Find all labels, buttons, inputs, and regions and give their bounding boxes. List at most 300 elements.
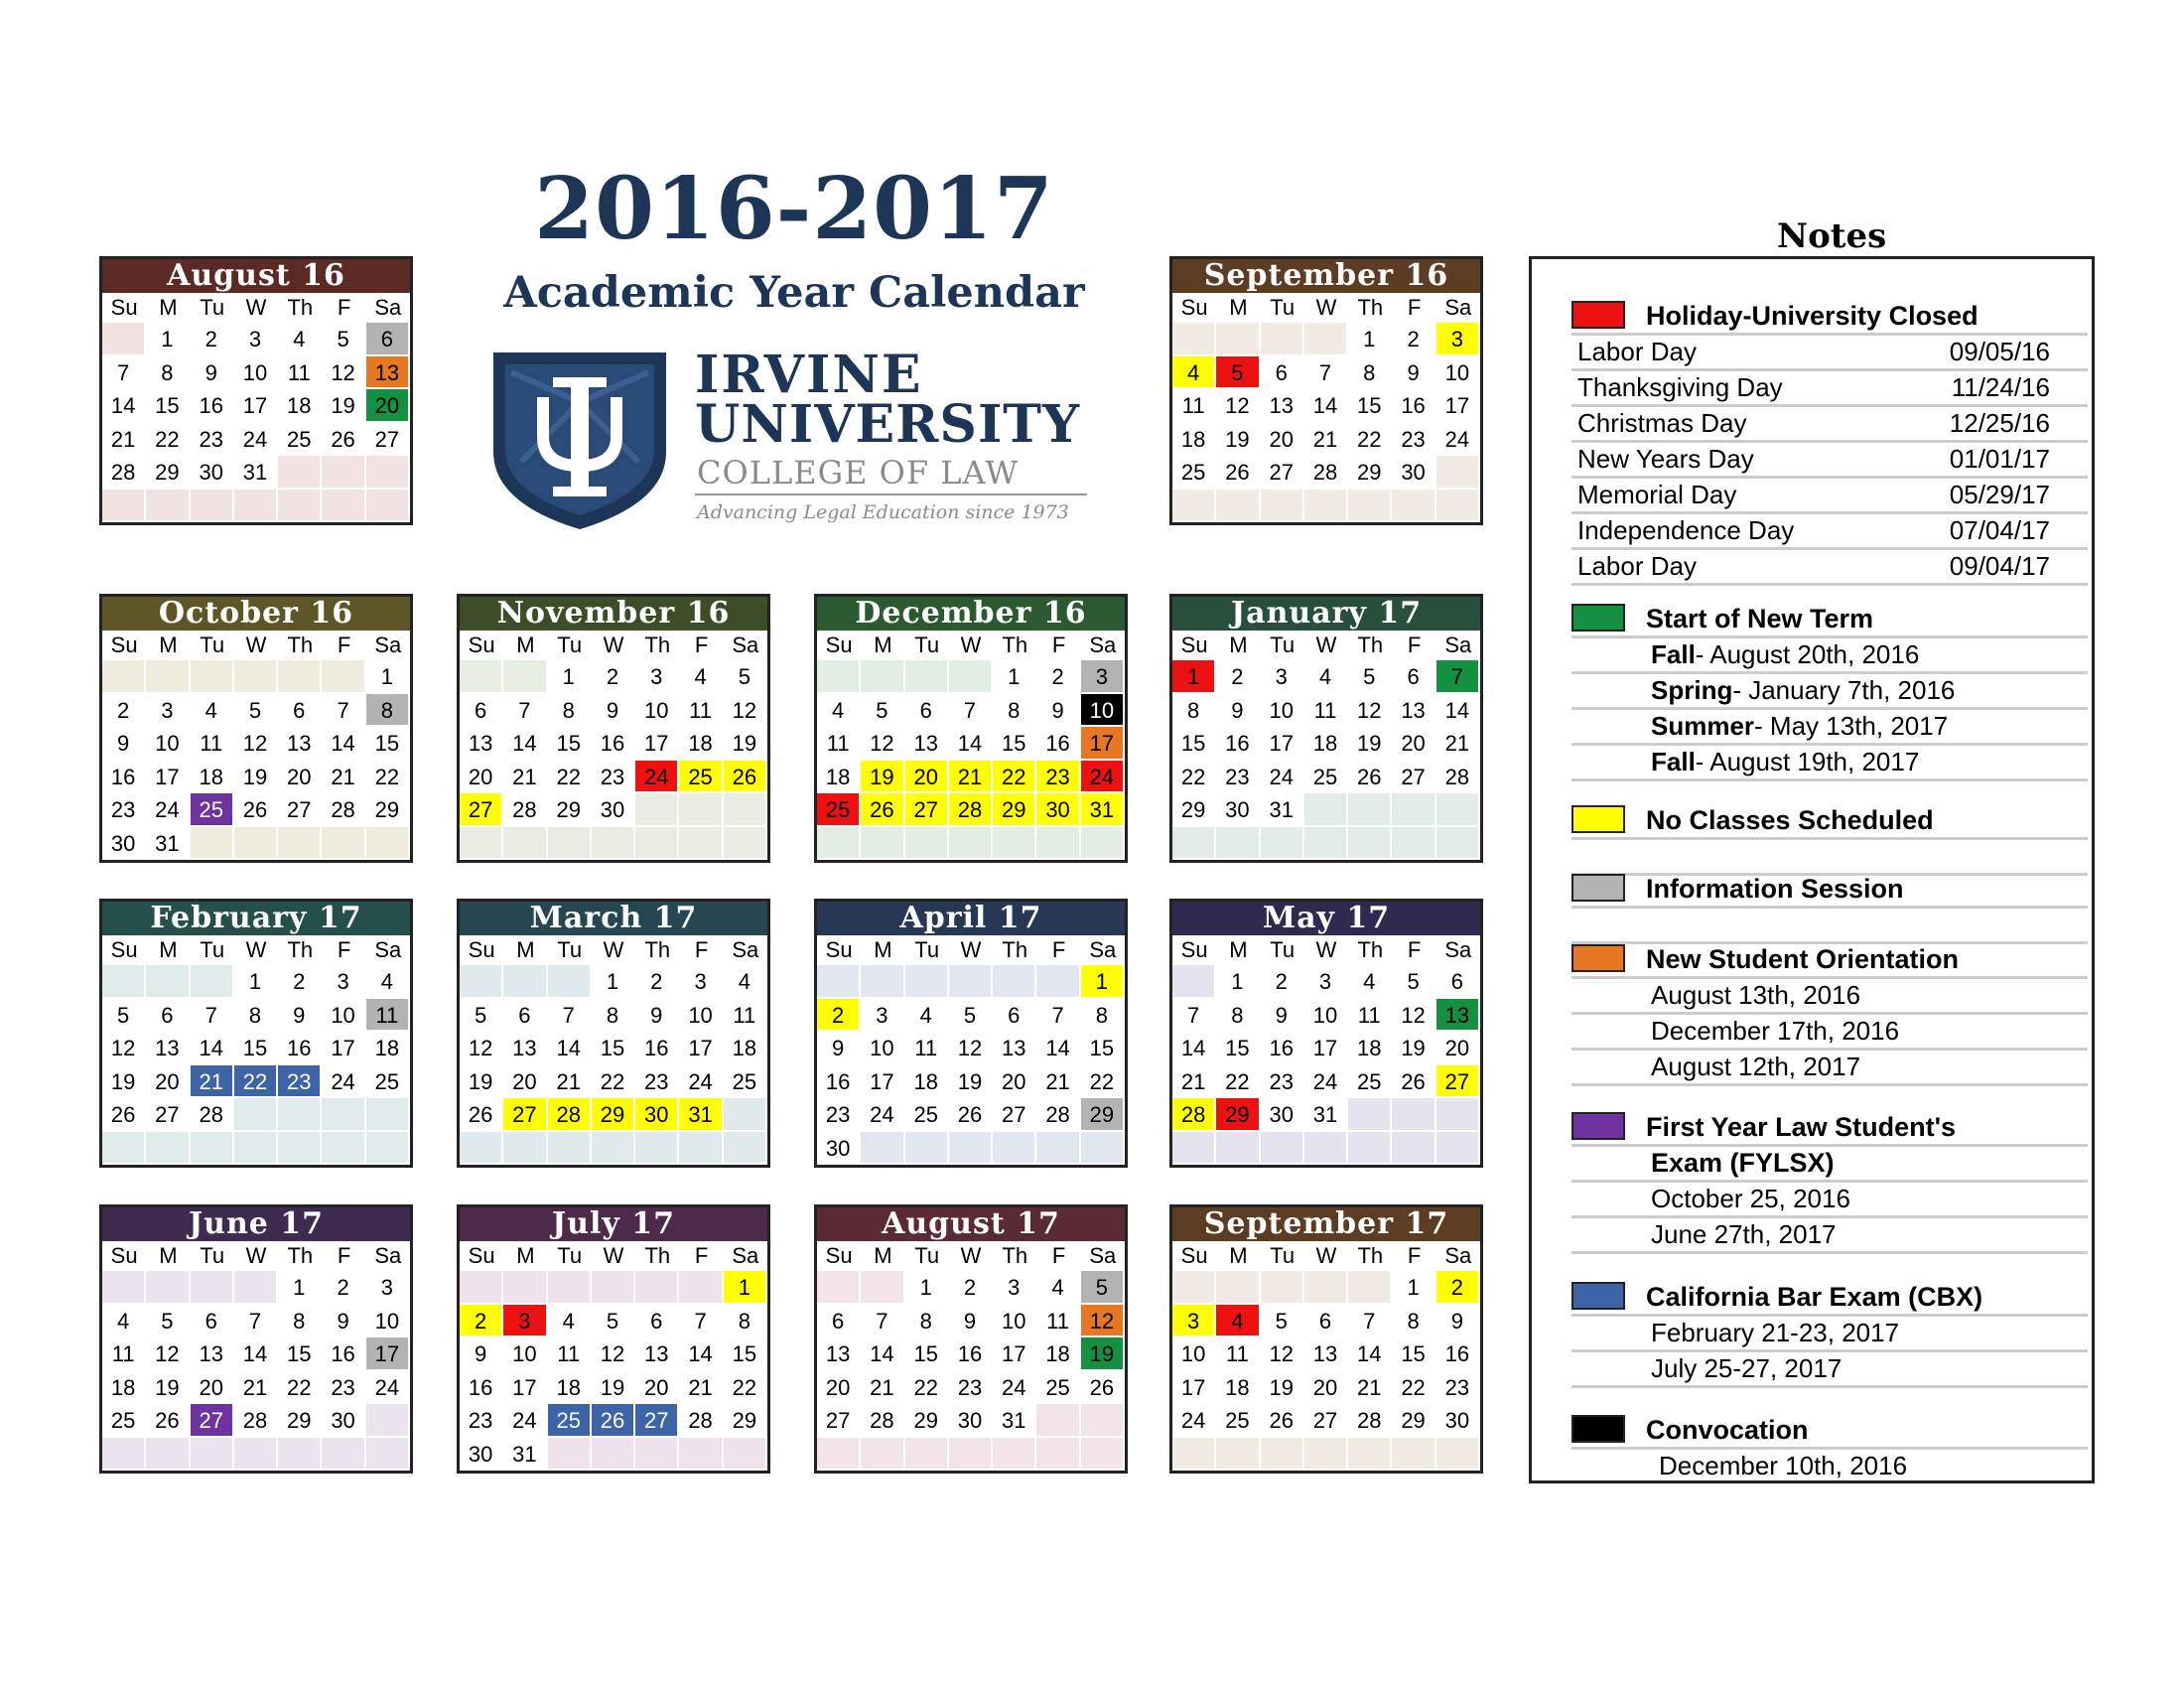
empty-cell	[1081, 1132, 1125, 1166]
day-cell: 9	[1216, 694, 1260, 728]
day-cell: 10	[366, 1305, 410, 1338]
empty-cell	[366, 827, 410, 861]
day-cell: 19	[234, 761, 278, 794]
day-cell: 18	[1172, 423, 1216, 457]
day-cell: 2	[592, 660, 635, 694]
day-cell: 16	[817, 1065, 861, 1099]
day-cell: 2	[949, 1271, 993, 1305]
weekday-label: Su	[468, 937, 495, 962]
empty-cell	[234, 490, 278, 523]
empty-cell	[322, 827, 365, 861]
day-cell: 21	[322, 761, 365, 794]
empty-cell	[1261, 1271, 1304, 1305]
day-cell: 17	[1172, 1371, 1216, 1405]
day-cell: 4	[1172, 356, 1216, 390]
day-grid	[1172, 965, 1480, 1165]
day-cell: 3	[861, 999, 904, 1033]
day-cell: 3	[635, 660, 679, 694]
empty-cell	[1392, 490, 1435, 523]
day-cell: 9	[817, 1032, 861, 1065]
month-calendar	[814, 1204, 1128, 1474]
day-cell: 15	[592, 1032, 635, 1065]
day-cell: 20	[817, 1371, 861, 1405]
empty-cell	[146, 1438, 190, 1472]
day-cell: 30	[635, 1098, 679, 1132]
weekday-label: Su	[468, 1243, 495, 1268]
day-cell: 23	[949, 1371, 993, 1405]
weekday-label: Th	[1002, 633, 1028, 657]
day-cell: 15	[278, 1337, 322, 1371]
day-cell: 24	[1261, 761, 1304, 794]
day-cell: 2	[1436, 1271, 1480, 1305]
empty-cell	[1436, 827, 1480, 861]
day-cell: 28	[1348, 1404, 1392, 1438]
day-cell: 27	[993, 1098, 1036, 1132]
holiday-row: Labor Day 09/04/17	[1571, 550, 2088, 586]
day-cell: 21	[1172, 1065, 1216, 1099]
day-cell: 4	[191, 694, 234, 728]
empty-cell	[635, 1271, 679, 1305]
day-cell: 12	[861, 727, 904, 761]
day-cell: 29	[993, 793, 1036, 827]
day-cell: 4	[724, 965, 767, 999]
day-cell: 9	[1436, 1305, 1480, 1338]
empty-cell	[366, 1438, 410, 1472]
empty-cell	[322, 1098, 365, 1132]
page-title: 2016-2017	[534, 159, 1054, 259]
day-cell: 20	[1261, 423, 1304, 457]
day-cell: 6	[1392, 660, 1435, 694]
logo-line-1: IRVINE	[695, 345, 923, 405]
empty-cell	[679, 1271, 723, 1305]
weekday-label: Su	[825, 1243, 853, 1268]
weekday-header	[460, 935, 767, 965]
empty-cell	[1216, 827, 1260, 861]
day-cell: 19	[322, 389, 365, 423]
day-cell: 19	[861, 761, 904, 794]
empty-cell	[1436, 1098, 1480, 1132]
day-cell: 14	[949, 727, 993, 761]
day-cell: 13	[278, 727, 322, 761]
day-cell: 23	[278, 1065, 322, 1099]
empty-cell	[1036, 1132, 1080, 1166]
day-cell: 5	[1216, 356, 1260, 390]
empty-cell	[146, 490, 190, 523]
day-cell: 1	[724, 1271, 767, 1305]
day-cell: 11	[1348, 999, 1392, 1033]
weekday-label: F	[1051, 937, 1066, 962]
weekday-label: Th	[1357, 937, 1384, 962]
fylsx-row: June 27th, 2017	[1571, 1218, 2088, 1254]
weekday-label: Tu	[1270, 937, 1296, 962]
empty-cell	[817, 827, 861, 861]
day-grid	[817, 1271, 1125, 1471]
day-cell: 26	[1348, 761, 1392, 794]
empty-cell	[322, 456, 365, 490]
day-cell: 12	[1081, 1305, 1125, 1338]
legend-fylsx	[1571, 1110, 2088, 1254]
day-cell: 10	[234, 356, 278, 390]
day-cell: 2	[1216, 660, 1260, 694]
weekday-label: Th	[1002, 1243, 1028, 1268]
weekday-header	[102, 631, 410, 660]
logo-line-3: COLLEGE OF LAW	[697, 454, 1020, 492]
empty-cell	[322, 660, 365, 694]
weekday-label: Tu	[557, 937, 583, 962]
weekday-label: M	[516, 937, 535, 962]
holiday-label: Holiday-University Closed	[1646, 301, 1979, 331]
day-cell: 17	[503, 1371, 547, 1405]
logo-tagline: Advancing Legal Education since 1973	[697, 501, 1069, 523]
day-cell: 8	[1216, 999, 1260, 1033]
weekday-label: M	[159, 937, 178, 962]
weekday-label: Th	[287, 633, 314, 657]
day-cell: 8	[1081, 999, 1125, 1033]
day-cell: 17	[1304, 1032, 1348, 1065]
day-cell: 20	[191, 1371, 234, 1405]
empty-cell	[366, 456, 410, 490]
day-cell: 6	[905, 694, 949, 728]
empty-cell	[993, 827, 1036, 861]
day-cell: 11	[817, 727, 861, 761]
day-cell: 9	[592, 694, 635, 728]
empty-cell	[1172, 1132, 1216, 1166]
holiday-row: Memorial Day 05/29/17	[1571, 479, 2088, 514]
empty-cell	[1216, 1438, 1260, 1472]
day-cell: 12	[1348, 694, 1392, 728]
day-cell: 7	[1436, 660, 1480, 694]
day-cell: 20	[460, 761, 503, 794]
day-cell: 2	[278, 965, 322, 999]
day-cell: 17	[679, 1032, 723, 1065]
day-cell: 13	[146, 1032, 190, 1065]
day-cell: 10	[1172, 1337, 1216, 1371]
day-cell: 25	[679, 761, 723, 794]
day-cell: 21	[102, 423, 146, 457]
day-cell: 15	[1081, 1032, 1125, 1065]
day-cell: 3	[1081, 660, 1125, 694]
month-title: January 17	[1172, 597, 1480, 631]
day-cell: 16	[191, 389, 234, 423]
day-cell: 3	[1436, 323, 1480, 356]
weekday-label: Su	[1180, 633, 1208, 657]
day-cell: 6	[635, 1305, 679, 1338]
day-cell: 18	[905, 1065, 949, 1099]
empty-cell	[322, 1438, 365, 1472]
day-cell: 10	[1304, 999, 1348, 1033]
day-cell: 21	[234, 1371, 278, 1405]
day-cell: 5	[1261, 1305, 1304, 1338]
day-cell: 1	[1216, 965, 1260, 999]
day-cell: 6	[817, 1305, 861, 1338]
day-cell: 11	[1036, 1305, 1080, 1338]
day-cell: 11	[679, 694, 723, 728]
day-cell: 24	[1081, 761, 1125, 794]
day-cell: 6	[278, 694, 322, 728]
weekday-label: Th	[287, 937, 314, 962]
day-grid	[102, 1271, 410, 1471]
day-cell: 3	[1304, 965, 1348, 999]
month-calendar	[457, 899, 770, 1168]
day-cell: 11	[1172, 389, 1216, 423]
day-cell: 29	[146, 456, 190, 490]
empty-cell	[102, 965, 146, 999]
day-cell: 13	[503, 1032, 547, 1065]
weekday-header	[460, 631, 767, 660]
day-cell: 19	[592, 1371, 635, 1405]
day-cell: 25	[102, 1404, 146, 1438]
empty-cell	[503, 1132, 547, 1166]
day-cell: 28	[503, 793, 547, 827]
day-cell: 30	[1216, 793, 1260, 827]
day-cell: 10	[993, 1305, 1036, 1338]
day-cell: 6	[1304, 1305, 1348, 1338]
weekday-label: Tu	[557, 1243, 583, 1268]
weekday-header	[1172, 631, 1480, 660]
empty-cell	[1216, 1132, 1260, 1166]
weekday-label: Sa	[1089, 633, 1117, 657]
legend-holiday	[1571, 299, 2088, 586]
day-cell: 29	[548, 793, 592, 827]
empty-cell	[102, 1132, 146, 1166]
day-cell: 12	[724, 694, 767, 728]
day-cell: 30	[460, 1438, 503, 1472]
day-cell: 27	[191, 1404, 234, 1438]
day-cell: 21	[1304, 423, 1348, 457]
weekday-header	[460, 1241, 767, 1271]
day-cell: 18	[191, 761, 234, 794]
empty-cell	[1172, 1271, 1216, 1305]
empty-cell	[503, 827, 547, 861]
month-calendar	[1169, 594, 1483, 863]
day-cell: 7	[1036, 999, 1080, 1033]
day-cell: 8	[366, 694, 410, 728]
day-cell: 12	[592, 1337, 635, 1371]
day-cell: 27	[1392, 761, 1435, 794]
day-cell: 21	[503, 761, 547, 794]
day-cell: 13	[1261, 389, 1304, 423]
day-cell: 12	[234, 727, 278, 761]
weekday-label: F	[1407, 295, 1422, 320]
day-cell: 23	[322, 1371, 365, 1405]
day-cell: 28	[1036, 1098, 1080, 1132]
day-grid	[460, 660, 767, 860]
day-cell: 22	[1216, 1065, 1260, 1099]
day-cell: 7	[191, 999, 234, 1033]
empty-cell	[1172, 1438, 1216, 1472]
day-cell: 12	[102, 1032, 146, 1065]
empty-cell	[592, 1132, 635, 1166]
weekday-label: F	[337, 633, 351, 657]
empty-cell	[679, 793, 723, 827]
day-cell: 30	[191, 456, 234, 490]
weekday-label: Th	[1357, 633, 1384, 657]
empty-cell	[1216, 1271, 1260, 1305]
cbx-row: February 21-23, 2017	[1571, 1317, 2088, 1352]
day-cell: 3	[146, 694, 190, 728]
month-calendar	[814, 594, 1128, 863]
month-title: November 16	[460, 597, 767, 631]
day-cell: 1	[1172, 660, 1216, 694]
day-cell: 23	[191, 423, 234, 457]
empty-cell	[234, 827, 278, 861]
day-cell: 20	[366, 389, 410, 423]
weekday-label: Th	[1357, 1243, 1384, 1268]
day-cell: 11	[366, 999, 410, 1033]
empty-cell	[861, 1438, 904, 1472]
day-cell: 4	[679, 660, 723, 694]
day-cell: 26	[1261, 1404, 1304, 1438]
convocation-swatch	[1571, 1415, 1625, 1443]
day-cell: 14	[1436, 694, 1480, 728]
day-cell: 8	[993, 694, 1036, 728]
day-cell: 5	[724, 660, 767, 694]
day-cell: 5	[949, 999, 993, 1033]
day-cell: 10	[1081, 694, 1125, 728]
empty-cell	[635, 1438, 679, 1472]
empty-cell	[861, 827, 904, 861]
orientation-row: December 17th, 2016	[1571, 1015, 2088, 1051]
weekday-label: Sa	[1444, 937, 1472, 962]
weekday-label: Th	[644, 633, 671, 657]
day-cell: 25	[1348, 1065, 1392, 1099]
day-cell: 12	[146, 1337, 190, 1371]
day-cell: 23	[592, 761, 635, 794]
weekday-label: M	[159, 295, 178, 320]
day-cell: 5	[592, 1305, 635, 1338]
empty-cell	[234, 1132, 278, 1166]
cbx-row: July 25-27, 2017	[1571, 1352, 2088, 1388]
day-cell: 24	[861, 1098, 904, 1132]
day-cell: 29	[1348, 456, 1392, 490]
day-cell: 15	[905, 1337, 949, 1371]
empty-cell	[861, 660, 904, 694]
logo-divider	[695, 493, 1087, 495]
day-cell: 22	[592, 1065, 635, 1099]
day-cell: 13	[366, 356, 410, 390]
month-title: December 16	[817, 597, 1125, 631]
empty-cell	[1304, 323, 1348, 356]
empty-cell	[503, 1271, 547, 1305]
day-cell: 4	[1304, 660, 1348, 694]
empty-cell	[146, 1132, 190, 1166]
day-cell: 12	[949, 1032, 993, 1065]
day-cell: 13	[1392, 694, 1435, 728]
weekday-label: Su	[1180, 937, 1208, 962]
day-cell: 17	[234, 389, 278, 423]
empty-cell	[993, 1438, 1036, 1472]
empty-cell	[366, 490, 410, 523]
weekday-label: Tu	[914, 937, 940, 962]
weekday-label: W	[603, 937, 624, 962]
day-cell: 20	[1392, 727, 1435, 761]
day-cell: 11	[191, 727, 234, 761]
day-cell: 2	[1261, 965, 1304, 999]
day-cell: 4	[905, 999, 949, 1033]
day-cell: 25	[191, 793, 234, 827]
day-cell: 9	[278, 999, 322, 1033]
day-cell: 10	[635, 694, 679, 728]
empty-cell	[1172, 490, 1216, 523]
empty-cell	[1348, 1271, 1392, 1305]
day-cell: 27	[1261, 456, 1304, 490]
empty-cell	[993, 965, 1036, 999]
day-cell: 16	[1436, 1337, 1480, 1371]
day-grid	[1172, 323, 1480, 522]
month-title: July 17	[460, 1207, 767, 1241]
empty-cell	[1304, 1438, 1348, 1472]
day-cell: 25	[548, 1404, 592, 1438]
day-cell: 20	[1436, 1032, 1480, 1065]
day-cell: 24	[322, 1065, 365, 1099]
day-cell: 7	[102, 356, 146, 390]
day-cell: 13	[993, 1032, 1036, 1065]
month-title: August 17	[817, 1207, 1125, 1241]
day-grid	[1172, 660, 1480, 860]
day-cell: 31	[146, 827, 190, 861]
day-cell: 14	[503, 727, 547, 761]
day-cell: 8	[278, 1305, 322, 1338]
day-cell: 27	[635, 1404, 679, 1438]
day-cell: 24	[146, 793, 190, 827]
day-cell: 1	[1081, 965, 1125, 999]
weekday-label: W	[1315, 1243, 1337, 1268]
day-cell: 12	[322, 356, 365, 390]
empty-cell	[548, 1438, 592, 1472]
day-cell: 29	[1216, 1098, 1260, 1132]
weekday-label: Th	[287, 295, 314, 320]
day-cell: 25	[1216, 1404, 1260, 1438]
day-cell: 31	[1081, 793, 1125, 827]
weekday-label: M	[516, 633, 535, 657]
day-grid	[817, 965, 1125, 1165]
empty-cell	[1392, 793, 1435, 827]
day-cell: 20	[905, 761, 949, 794]
day-cell: 8	[548, 694, 592, 728]
day-cell: 13	[905, 727, 949, 761]
convocation-label: Convocation	[1646, 1415, 1809, 1445]
day-cell: 3	[234, 323, 278, 356]
weekday-label: Tu	[914, 633, 940, 657]
empty-cell	[1216, 323, 1260, 356]
empty-cell	[1436, 1438, 1480, 1472]
empty-cell	[1348, 1132, 1392, 1166]
convocation-row: December 10th, 2016	[1659, 1451, 1908, 1480]
weekday-label: Tu	[1270, 295, 1296, 320]
day-cell: 16	[1392, 389, 1435, 423]
empty-cell	[724, 1098, 767, 1132]
weekday-label: M	[874, 633, 892, 657]
day-cell: 9	[1261, 999, 1304, 1033]
empty-cell	[146, 660, 190, 694]
day-cell: 14	[102, 389, 146, 423]
empty-cell	[1172, 827, 1216, 861]
day-cell: 29	[1172, 793, 1216, 827]
empty-cell	[905, 827, 949, 861]
day-cell: 16	[592, 727, 635, 761]
day-cell: 7	[1348, 1305, 1392, 1338]
empty-cell	[460, 660, 503, 694]
day-cell: 27	[460, 793, 503, 827]
day-cell: 19	[102, 1065, 146, 1099]
day-cell: 15	[366, 727, 410, 761]
day-cell: 3	[366, 1271, 410, 1305]
day-cell: 5	[146, 1305, 190, 1338]
day-cell: 5	[234, 694, 278, 728]
day-cell: 14	[548, 1032, 592, 1065]
day-cell: 13	[635, 1337, 679, 1371]
day-cell: 25	[817, 793, 861, 827]
